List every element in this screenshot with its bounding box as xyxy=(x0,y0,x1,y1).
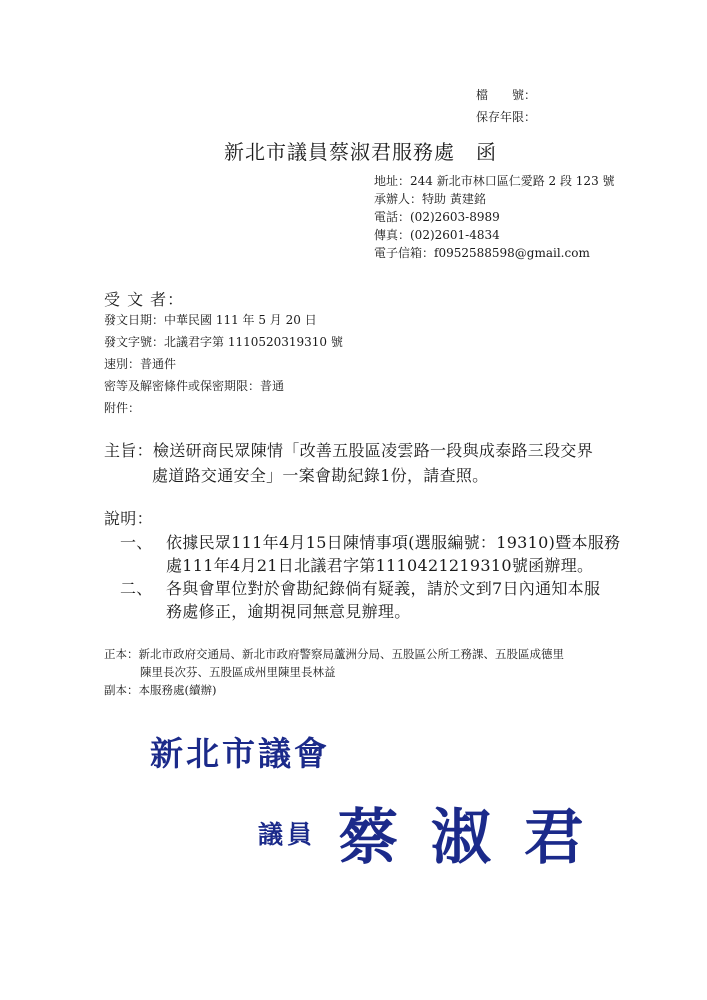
explanation-item-1-number: 一、 xyxy=(120,533,153,552)
contact-email: 電子信箱：f0952588598@gmail.com xyxy=(374,246,590,260)
contact-phone: 電話：(02)2603-8989 xyxy=(374,210,500,224)
security-classification: 密等及解密條件或保密期限：普通 xyxy=(104,379,285,393)
explanation-label: 說明： xyxy=(104,509,153,528)
contact-fax: 傳真：(02)2601-4834 xyxy=(374,228,500,242)
attachments-label: 附件： xyxy=(104,401,141,415)
explanation-item-2-line-1: 各與會單位對於會勘紀錄倘有疑義，請於文到7日內通知本服 xyxy=(166,579,601,598)
contact-handler: 承辦人：特助 黃建銘 xyxy=(374,192,486,206)
retention-period-label: 保存年限： xyxy=(476,110,537,124)
explanation-item-1-line-1: 依據民眾111年4月15日陳情事項(選服編號：19310)暨本服務 xyxy=(166,533,621,552)
contact-address: 地址：244 新北市林口區仁愛路 2 段 123 號 xyxy=(374,174,615,188)
original-recipients-line-1: 正本：新北市政府交通局、新北市政府警察局蘆洲分局、五股區公所工務課、五股區成德里 xyxy=(104,647,564,661)
subject-line-2: 處道路交通安全」一案會勘紀錄1份，請查照。 xyxy=(152,466,489,485)
document-number: 發文字號：北議君字第 1110520319310 號 xyxy=(104,335,343,349)
signature-role: 議員 xyxy=(258,820,317,849)
explanation-item-2-number: 二、 xyxy=(120,579,153,598)
subject-line-1: 主旨：檢送研商民眾陳情「改善五股區凌雲路一段與成泰路三段交界 xyxy=(104,441,594,460)
issue-date: 發文日期：中華民國 111 年 5 月 20 日 xyxy=(104,313,317,327)
file-number-label: 檔 號： xyxy=(476,88,537,102)
signature-council-name: 新北市議會 xyxy=(150,734,330,773)
signature-name: 蔡 淑 君 xyxy=(338,803,590,873)
delivery-speed: 速別：普通件 xyxy=(104,357,177,371)
explanation-item-1-line-2: 處111年4月21日北議君字第1110421219310號函辦理。 xyxy=(166,556,594,575)
original-recipients-line-2: 陳里長次芬、五股區成州里陳里長林益 xyxy=(140,665,336,679)
copy-recipients: 副本：本服務處(續辦) xyxy=(104,683,217,697)
explanation-item-2-line-2: 務處修正，逾期視同無意見辦理。 xyxy=(166,602,411,621)
recipient-label: 受 文 者： xyxy=(104,290,185,309)
document-title: 新北市議員蔡淑君服務處 函 xyxy=(224,140,497,164)
